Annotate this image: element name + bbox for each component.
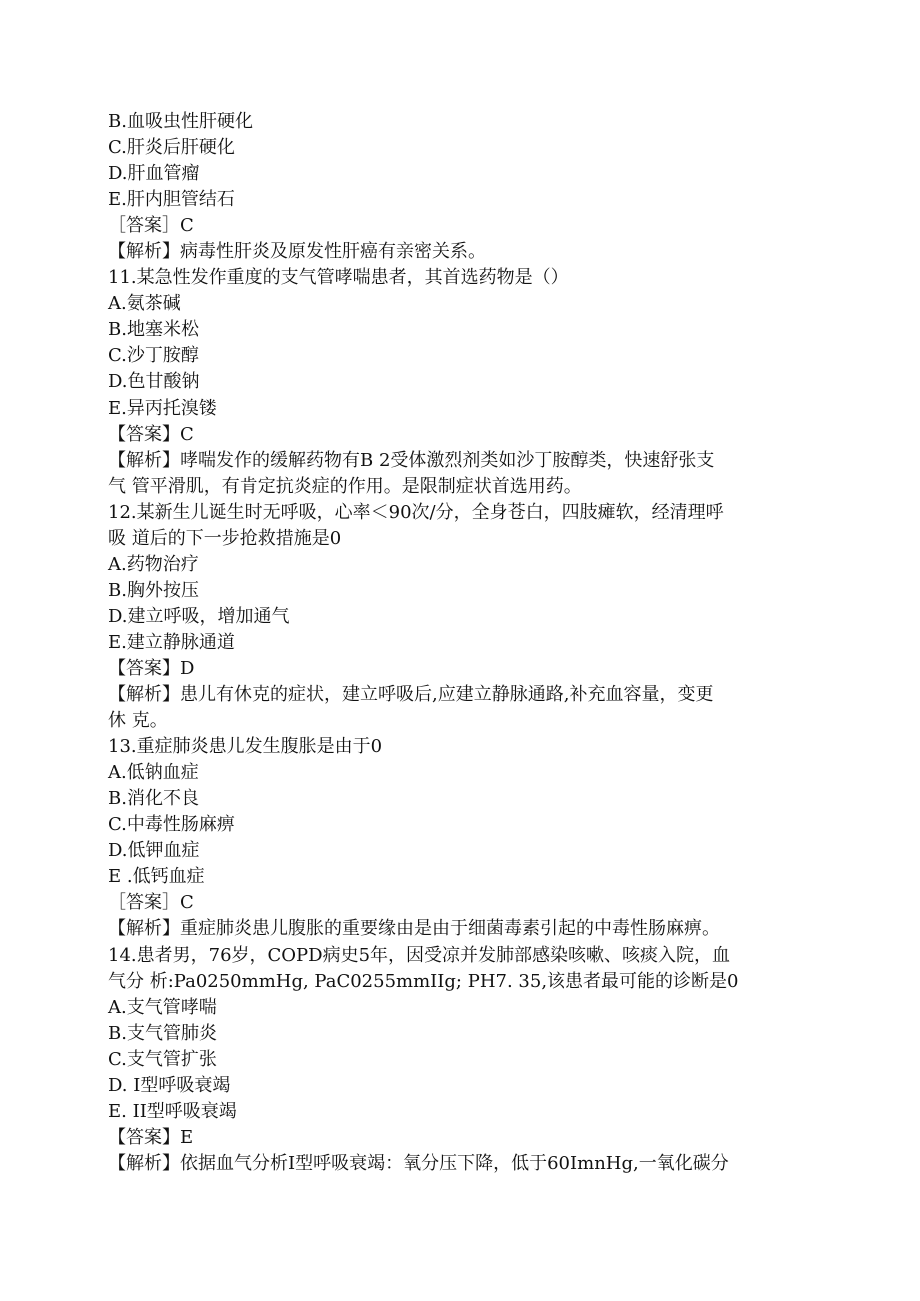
option-line: C.肝炎后肝硬化: [108, 137, 235, 159]
option-line: C.沙丁胺醇: [108, 345, 199, 367]
question-line: 吸 道后的下一步抢救措施是0: [108, 527, 342, 549]
answer-line: 【答案】D: [108, 657, 195, 679]
question-line: 11.某急性发作重度的支气管哮喘患者，其首选药物是（）: [108, 267, 569, 289]
option-line: E.异丙托溴镂: [108, 397, 217, 419]
option-line: B.血吸虫性肝硬化: [108, 111, 253, 132]
option-line: B.支气管肺炎: [108, 1022, 217, 1044]
question-line: 12.某新生儿诞生时无呼吸，心率＜90次/分，全身苍白，四肢瘫软，经清理呼: [108, 501, 724, 523]
option-line: A.低钠血症: [108, 762, 199, 784]
answer-line: 【答案】E: [108, 1126, 194, 1148]
explanation-line: 气 管平滑肌，有肯定抗炎症的作用。是限制症状首选用药。: [108, 475, 582, 497]
option-line: B.消化不良: [108, 788, 199, 810]
explanation-line: 【解析】重症肺炎患儿腹胀的重要缘由是由于细菌毒素引起的中毒性肠麻痹。: [108, 918, 720, 940]
explanation-line: 休 克。: [108, 710, 168, 732]
option-line: A.氨茶碱: [108, 293, 181, 315]
option-line: E .低钙血症: [108, 866, 205, 888]
option-line: B.胸外按压: [108, 579, 199, 601]
option-line: C.中毒性肠麻痹: [108, 814, 235, 836]
question-line: 气分 析:Pa0250mmHg, PaC0255mmIIg; PH7. 35,该患者最可能的诊断是0: [108, 970, 739, 992]
option-line: D.建立呼吸，增加通气: [108, 605, 290, 627]
option-line: C.支气管扩张: [108, 1048, 217, 1070]
document-page: [108, 109, 808, 1177]
answer-line: ［答案］C: [108, 215, 194, 237]
option-line: A.药物治疗: [108, 553, 199, 575]
option-line: E.建立静脉通道: [108, 631, 235, 653]
explanation-line: 【解析】病毒性肝炎及原发性肝癌有亲密关系。: [108, 241, 486, 263]
option-line: E.肝内胆管结石: [108, 189, 235, 211]
answer-line: ［答案］C: [108, 892, 194, 914]
question-line: 13.重症肺炎患儿发生腹胀是由于0: [108, 736, 383, 758]
option-line: D. I型呼吸衰竭: [108, 1074, 231, 1096]
explanation-line: 【解析】依据血气分析I型呼吸衰竭：氧分压下降，低于60ImnHg,一氧化碳分: [108, 1152, 729, 1174]
option-line: D.肝血管瘤: [108, 163, 200, 185]
question-line: 14.患者男，76岁，COPD病史5年，因受凉并发肺部感染咳嗽、咳痰入院，血: [108, 944, 731, 966]
explanation-line: 【解析】患儿有休克的症状，建立呼吸后,应建立静脉通路,补充血容量，变更: [108, 684, 714, 706]
explanation-line: 【解析】哮喘发作的缓解药物有B 2受体激烈剂类如沙丁胺醇类，快速舒张支: [108, 449, 715, 471]
answer-line: 【答案】C: [108, 423, 194, 445]
option-line: D.色甘酸钠: [108, 371, 200, 393]
option-line: E. II型呼吸衰竭: [108, 1100, 237, 1122]
option-line: A.支气管哮喘: [108, 996, 217, 1018]
option-line: D.低钾血症: [108, 840, 200, 862]
option-line: B.地塞米松: [108, 319, 199, 341]
